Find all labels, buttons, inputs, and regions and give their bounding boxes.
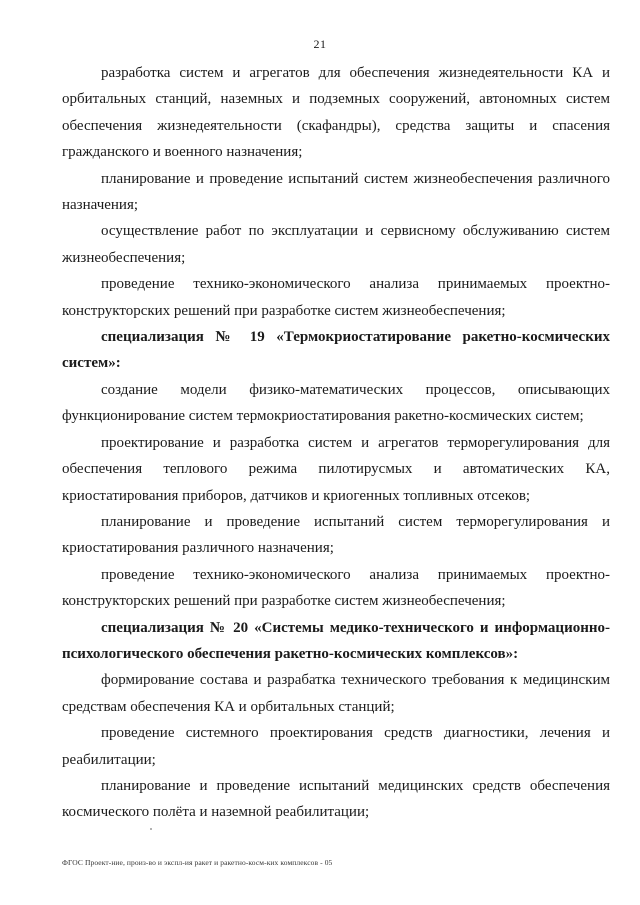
paragraph: планирование и проведение испытаний систем терморегулирования и криостатирования различного назначения;: [62, 513, 610, 557]
paragraph: планирование и проведение испытаний медицинских средств обеспечения космического полёта и наземной реабилитации;: [62, 777, 610, 821]
specialization-heading: специализация № 19 «Термокриостатирование ракетно-космических систем»:: [62, 329, 610, 372]
paragraph: осуществление работ по эксплуатации и сервисному обслуживанию систем жизнеобеспечения;: [62, 223, 610, 266]
page-body: [62, 60, 610, 826]
paragraph: создание модели физико-математических процессов, описывающих функционирование систем термокриостатирования ракетно-космических систем;: [62, 381, 610, 425]
specialization-heading: специализация № 20 «Системы медико-технического и информационно-психологического обеспечения ракетно-космических комплексов»:: [62, 619, 610, 662]
scan-speck: [150, 828, 152, 830]
paragraph: проведение технико-экономического анализа принимаемых проектно-конструкторских решений при разработке систем жизнеобеспечения;: [62, 276, 610, 319]
page-footer: ФГОС Проект-ние, произ-во и экспл-ия ракет и ракетно-косм-ких комплексов - 05: [62, 858, 333, 867]
paragraph: проведение технико-экономического анализа принимаемых проектно-конструкторских решений при разработке систем жизнеобеспечения;: [62, 566, 610, 610]
paragraph: планирование и проведение испытаний систем жизнеобеспечения различного назначения;: [62, 170, 610, 214]
page-number: 21: [313, 37, 327, 51]
paragraph: разработка систем и агрегатов для обеспечения жизнедеятельности КА и орбитальных станций, наземных и подземных сооружений, автономных систем обеспечения жизнедеятельности (скафандры), средства защиты и спасения гражданского и военного назначения;: [62, 65, 610, 161]
paragraph: проведение системного проектирования средств диагностики, лечения и реабилитации;: [62, 725, 610, 768]
paragraph: формирование состава и разрабатка технического требования к медицинским средствам обеспечения КА и орбитальных станций;: [62, 672, 610, 715]
paragraph: проектирование и разработка систем и агрегатов терморегулирования для обеспечения теплового режима пилотирусмых и автоматических КА, криостатирования приборов, датчиков и криогенных топливных отсеков;: [62, 434, 610, 504]
